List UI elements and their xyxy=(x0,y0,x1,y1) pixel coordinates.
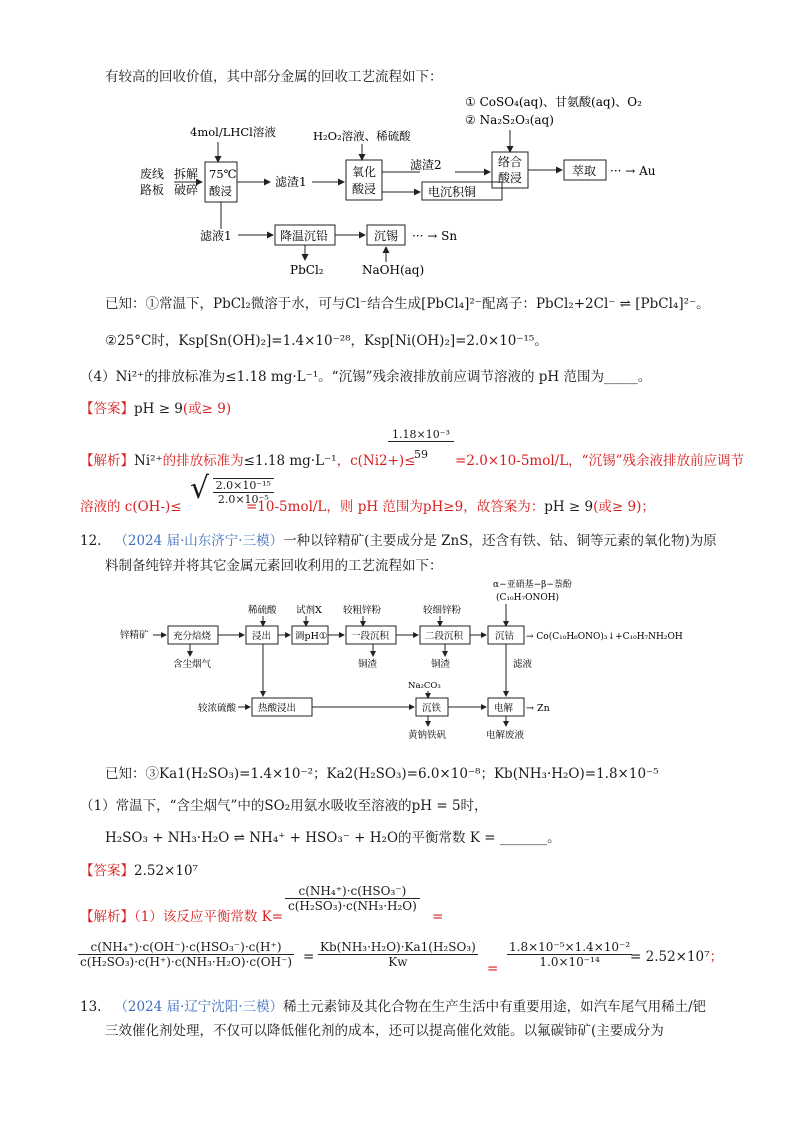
flow1-sn: ··· → Sn xyxy=(412,229,458,243)
q13-source: （2024 届·辽宁沈阳·三模） xyxy=(114,999,284,1015)
flow2-jarosite: 黄钠铁矾 xyxy=(408,730,447,741)
flow2-co: 沉钴 xyxy=(495,631,515,642)
flow2-fe: 沉铁 xyxy=(422,703,442,714)
known2-a: 已知：③ xyxy=(105,766,159,782)
exp4-frac-num: 1.18×10⁻³ xyxy=(388,428,454,442)
question-1-line1 xyxy=(80,797,488,815)
exp1-frac1 xyxy=(285,884,420,913)
flow1-oxidize-a: 氧化 xyxy=(352,165,377,179)
exp4-fraction xyxy=(388,428,454,461)
exp4-g: =10-5mol/L，则 pH 范围为pH≥9，故答案为： xyxy=(246,499,545,515)
flow1-waste-b: 路板 xyxy=(140,183,165,197)
q1-d: pH = 5 xyxy=(411,798,461,814)
exp1-eq3: = xyxy=(487,961,499,977)
flow1-dismantle-a: 拆解 xyxy=(174,167,199,181)
answer-label: 【答案】 xyxy=(80,401,134,417)
q12-source: （2024 届·山东济宁·三模） xyxy=(114,533,284,549)
flow2-co-product: → Co(C₁₀H₆ONO)₃↓+C₁₀H₇NH₂OH xyxy=(526,632,683,642)
question-12-line2: 料制备纯锌并将其它金属元素回收利用的工艺流程如下： xyxy=(105,558,443,574)
flow1-residue2: 滤渣2 xyxy=(410,158,442,172)
flow2-conc-h2so4: 较浓硫酸 xyxy=(198,703,237,714)
known2-d: Ka2(H₂SO₃)=6.0×10⁻⁸ xyxy=(326,766,481,782)
q4-b: Ni²⁺ xyxy=(115,369,145,385)
flow2-fine: 较细锌粉 xyxy=(423,605,462,616)
known1-l1c: 微溶于水，可与 xyxy=(250,296,346,312)
flow1-au: ··· → Au xyxy=(610,164,656,178)
exp1-eq2: = xyxy=(303,949,315,965)
question-1-line2 xyxy=(105,829,561,847)
known1-l1b: PbCl₂ xyxy=(213,296,251,312)
flow1-filtrate1: 滤液1 xyxy=(200,229,232,243)
exp1-f2-den: c(H₂SO₃)·c(H⁺)·c(NH₃·H₂O)·c(OH⁻) xyxy=(80,955,293,969)
exp4-d: ，c(Ni2+)≤ xyxy=(336,453,416,469)
exp1-f4-num: 1.8×10⁻⁵×1.4×10⁻² xyxy=(509,940,631,954)
q12-l1: 一种以锌精矿(主要成分是 ZnS，还含有铁、钴、铜等元素的氧化物)为原 xyxy=(283,533,717,549)
exp4-h: pH ≥ 9 xyxy=(544,499,594,515)
exp1-frac3 xyxy=(318,940,478,969)
flow1-complex-b: 酸浸 xyxy=(498,171,523,185)
known1-line1 xyxy=(105,295,710,313)
explanation-1-line1 xyxy=(80,908,283,926)
answer-1 xyxy=(80,862,198,880)
q13-l1: 稀土元素铈及其化合物在生产生活中有重要用途，如汽车尾气用稀土/钯 xyxy=(283,999,707,1015)
exp1-end: ； xyxy=(709,949,724,965)
flow1-leach-b: 酸浸 xyxy=(209,184,232,198)
flow1-extract: 萃取 xyxy=(572,164,597,178)
flow2-leach: 浸出 xyxy=(252,631,272,642)
known2-line xyxy=(105,765,659,783)
exp1-frac2 xyxy=(78,940,294,969)
flow2-hotleach: 热酸浸出 xyxy=(258,703,297,714)
exp1-eq1: = xyxy=(432,909,444,925)
flow1-complex-a: 络合 xyxy=(498,155,523,169)
question-13-line1 xyxy=(80,998,706,1016)
q1-a: （1）常温下，“含尘烟气”中的 xyxy=(80,798,265,814)
exp1-result xyxy=(630,948,723,966)
known1-l2e: 。 xyxy=(534,333,548,349)
known1-l2c: ， xyxy=(350,333,365,349)
flow1-residue1: 滤渣1 xyxy=(275,175,307,189)
flow1-reagent-top2: ② Na₂S₂O₃(aq) xyxy=(465,113,554,127)
flow2-dust: 含尘烟气 xyxy=(173,659,212,670)
flow1-hcl: 4mol/LHCl溶液 xyxy=(190,125,276,139)
known1-l1g: 配离子： xyxy=(481,296,536,312)
exp4-sq-num: 2.0×10⁻¹⁵ xyxy=(213,479,274,493)
answer-1-label: 【答案】 xyxy=(80,863,134,879)
exp4-e: =2.0×10-5mol/L，“沉锡”残余液排放前应调节 xyxy=(455,453,744,469)
known1-l2b: Ksp[Sn(OH)₂]=1.4×10⁻²⁸ xyxy=(178,333,351,349)
flow2-coarse: 较粗锌粉 xyxy=(343,605,382,616)
flow2-nitroso-a: α−亚硝基−β−萘酚 xyxy=(493,580,572,590)
flow2-h2so4: 稀硫酸 xyxy=(248,605,277,616)
known2-b: Ka1(H₂SO₃)=1.4×10⁻² xyxy=(159,766,313,782)
exp1-frac4 xyxy=(507,940,632,969)
known2-f: Kb(NH₃·H₂O)=1.8×10⁻⁵ xyxy=(493,766,659,782)
exp1-f3-den: Kw xyxy=(388,955,408,969)
flow2-reagentx: 试剂X xyxy=(296,605,322,616)
q4-e: 。“沉锡”残余液排放前应调节溶液的 pH 范围为_____。 xyxy=(318,369,652,385)
exp4-sq-den: 2.0×10⁻⁵ xyxy=(217,493,269,506)
flow2-nitroso-b: (C₁₀H₇ONOH) xyxy=(496,593,560,603)
exp1-f4-den: 1.0×10⁻¹⁴ xyxy=(539,955,600,969)
exp1-f1-den: c(H₂SO₃)·c(NH₃·H₂O) xyxy=(288,899,417,913)
flow1-naoh: NaOH(aq) xyxy=(362,263,425,277)
flow2-zn: → Zn xyxy=(526,703,550,714)
exp1-f2-num: c(NH₄⁺)·c(OH⁻)·c(HSO₃⁻)·c(H⁺) xyxy=(78,940,294,955)
exp1-f3-num: Kb(NH₃·H₂O)·Ka1(H₂SO₃) xyxy=(320,940,476,954)
flow2-wasteliq: 电解废液 xyxy=(486,730,525,741)
flow2-roast: 充分焙烧 xyxy=(173,631,212,642)
answer-4 xyxy=(80,400,231,418)
q4-a: （4） xyxy=(80,369,116,385)
answer-4-value: pH ≥ 9 xyxy=(134,401,183,417)
flow1-waste-a: 废线 xyxy=(140,167,165,181)
known1-l2a: ②25°C时， xyxy=(105,333,179,349)
known1-l1e: 结合生成 xyxy=(367,296,422,312)
flow1-h2o2: H₂O₂溶液、稀硫酸 xyxy=(313,129,411,143)
q1-f: 的平衡常数 K = _______。 xyxy=(398,830,561,846)
known1-l2d: Ksp[Ni(OH)₂]=2.0×10⁻¹⁵ xyxy=(364,333,535,349)
answer-1-value: 2.52×10⁷ xyxy=(134,863,198,879)
exp4-line2-rest xyxy=(246,498,655,516)
flow2-na2co3: Na₂CO₃ xyxy=(408,681,441,691)
flow2-ph: 调pH① xyxy=(295,631,328,642)
q1-e: 时， xyxy=(460,798,488,814)
flow2-cuslag2: 铜渣 xyxy=(431,659,451,670)
flowchart-1 xyxy=(130,92,690,282)
flow1-pbcl2: PbCl₂ xyxy=(290,263,324,277)
known1-line2 xyxy=(105,332,548,350)
explanation-4-line1 xyxy=(80,452,416,470)
exp4-a: Ni²⁺ xyxy=(134,453,163,469)
q13-num: 13. xyxy=(80,999,102,1015)
flow2-stage1: 一段沉积 xyxy=(351,631,390,642)
question-12-line1 xyxy=(80,532,717,550)
q1-b: SO₂ xyxy=(264,798,291,814)
question-13-line2: 三效催化剂处理，不仅可以降低催化剂的成本，还可以提高催化效能。以氟碳铈矿(主要成分为 xyxy=(105,1023,664,1039)
flow1-electro: 电沉积铜 xyxy=(428,185,477,199)
known2-c: ； xyxy=(312,766,327,782)
q1-equation: H₂SO₃ + NH₃·H₂O ⇌ NH₄⁺ + HSO₃⁻ + H₂O xyxy=(105,830,399,846)
known1-l1a: 已知：①常温下， xyxy=(105,296,213,312)
known1-l1h: PbCl₂+2Cl⁻ ⇌ [PbCl₄]²⁻ xyxy=(535,296,697,312)
exp4-c: ≤1.18 mg·L⁻¹ xyxy=(243,453,337,469)
flow2-ore: 锌精矿 xyxy=(120,630,149,641)
exp4-frac-den: 59 xyxy=(413,448,428,461)
exp1-res: = 2.52×10⁷ xyxy=(630,949,710,965)
exp4-i: (或≥ 9)； xyxy=(593,499,655,515)
q12-num: 12. xyxy=(80,533,102,549)
explanation-label: 【解析】 xyxy=(80,453,134,469)
flowchart-2 xyxy=(118,578,688,743)
intro-text: 有较高的回收价值，其中部分金属的回收工艺流程如下： xyxy=(105,69,443,85)
flow1-sn-step: 沉锡 xyxy=(374,229,399,243)
q4-c: 的排放标准为 xyxy=(144,369,226,385)
flow1-reagent-top1: ① CoSO₄(aq)、甘氨酸(aq)、O₂ xyxy=(465,95,642,109)
exp1-label: 【解析】 xyxy=(80,909,134,925)
question-4 xyxy=(80,368,651,386)
flow2-stage2: 二段沉积 xyxy=(425,631,464,642)
known1-l1i: 。 xyxy=(696,296,710,312)
flow1-dismantle-b: 破碎 xyxy=(174,183,199,197)
exp1-f1-num: c(NH₄⁺)·c(HSO₃⁻) xyxy=(285,884,420,899)
q4-d: ≤1.18 mg·L⁻¹ xyxy=(225,369,319,385)
flow2-cuslag1: 铜渣 xyxy=(358,659,378,670)
known2-e: ； xyxy=(480,766,494,782)
answer-4-alt: (或≥ 9) xyxy=(182,401,232,417)
exp4-b: 的排放标准为 xyxy=(162,453,244,469)
exp1-a: （1）该反应平衡常数 K= xyxy=(134,909,284,925)
known1-l1f: [PbCl₄]²⁻ xyxy=(421,296,482,312)
flow1-leach-a: 75℃ xyxy=(209,167,237,181)
known1-l1d: Cl⁻ xyxy=(345,296,368,312)
flow1-cool: 降温沉铅 xyxy=(280,229,329,243)
flow2-filtrate: 滤液 xyxy=(513,659,533,670)
exp4-f: 溶液的 c(OH-)≤ xyxy=(80,499,182,515)
flow1-oxidize-b: 酸浸 xyxy=(352,182,377,196)
flow2-electrolysis: 电解 xyxy=(494,703,514,714)
q1-c: 用氨水吸收至溶液的 xyxy=(290,798,412,814)
exp4-sqrt: √ $\frac{\text{2.0×10⁻¹⁵}}{\text{2.0×10⁻⁵}}$ xyxy=(190,474,274,506)
